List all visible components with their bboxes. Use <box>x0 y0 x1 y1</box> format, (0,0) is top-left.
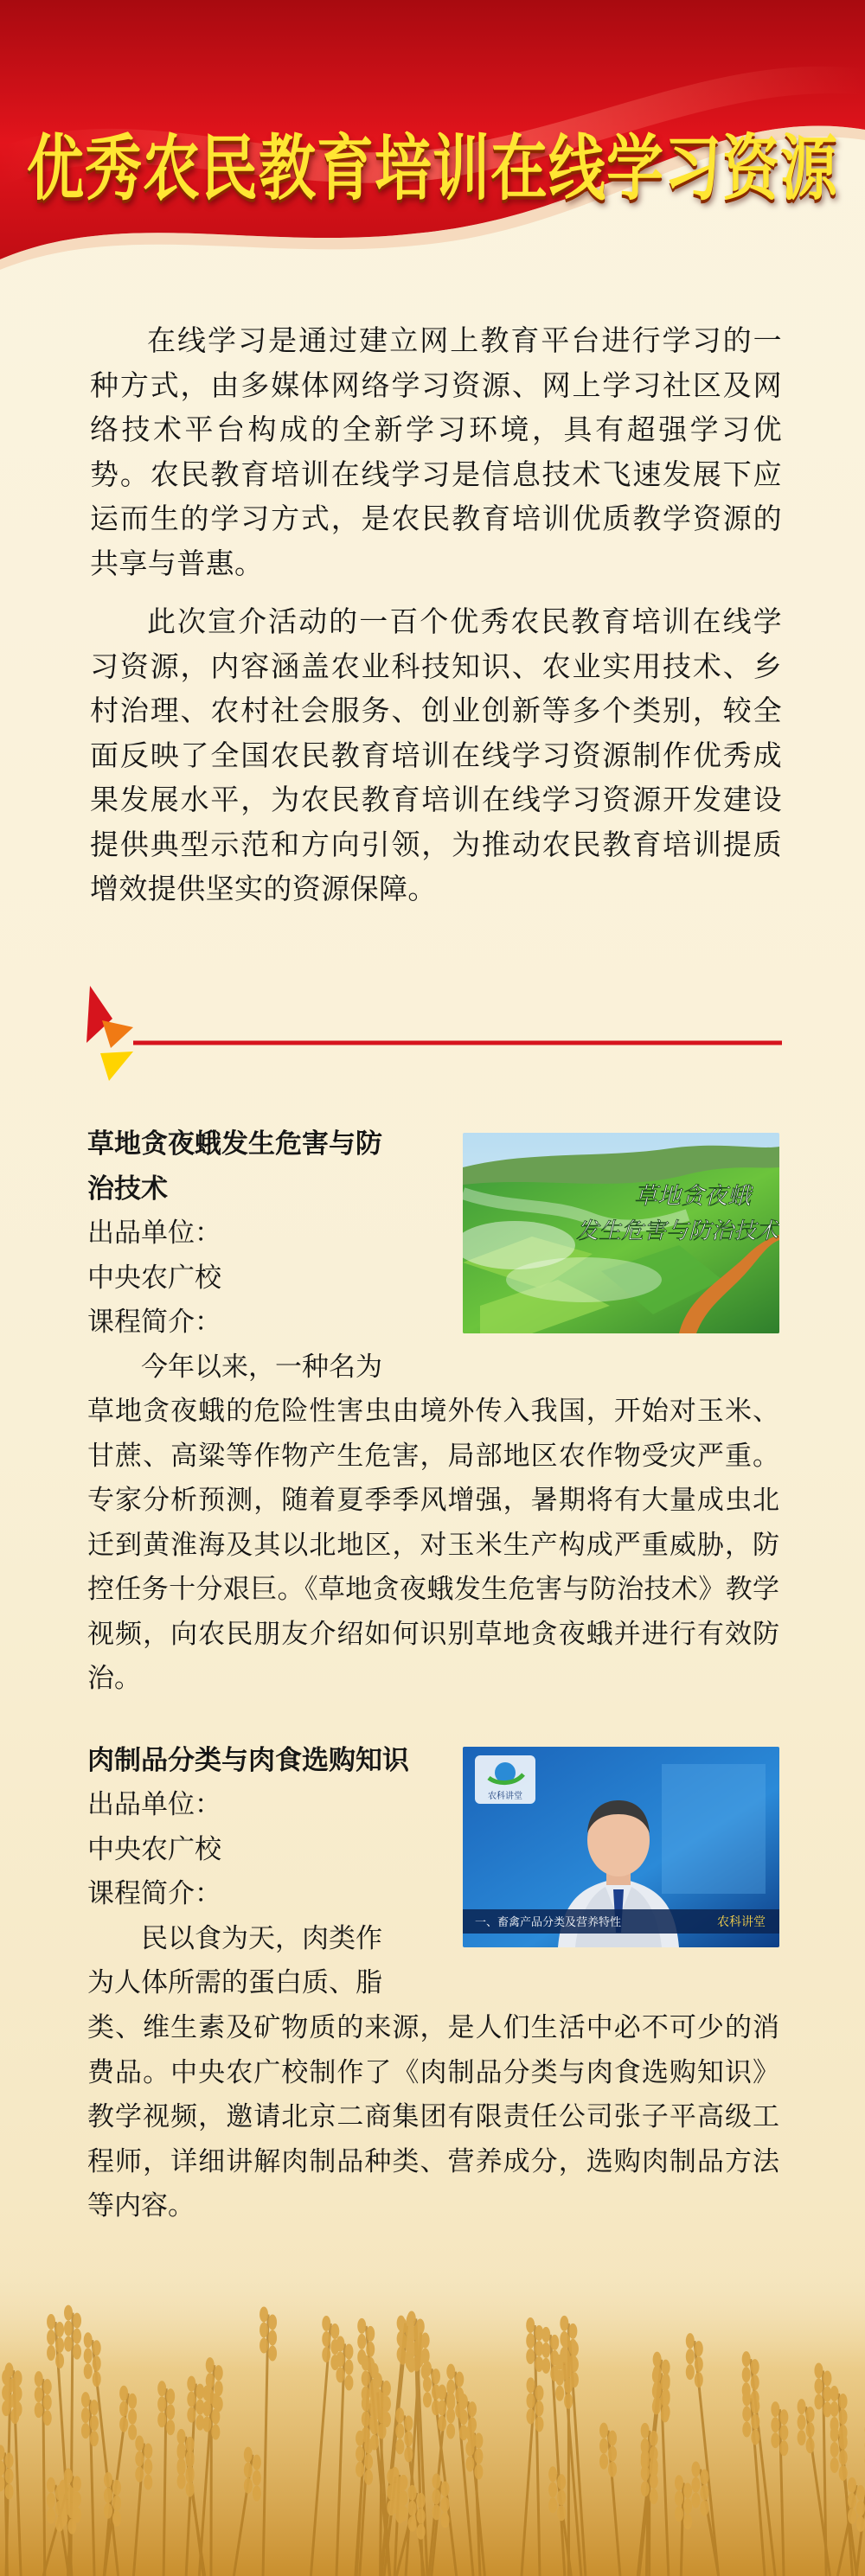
wheat-field-decoration <box>0 2257 865 2576</box>
intro-paragraph: 此次宣介活动的一百个优秀农民教育培训在线学习资源，内容涵盖农业科技知识、农业实用技术、乡村治理、农村社会服务、创业创新等多个类别，较全面反映了全国农民教育培训在线学习资源制作优秀成果发展水平，为农民教育培训在线学习资源开发建设提供典型示范和方向引领，为推动农民教育培训提质增效提供坚实的资源保障。 <box>90 604 782 905</box>
thumb-brand: 农科讲堂 <box>717 1915 766 1929</box>
course-title <box>87 1738 409 1783</box>
farm-landscape-image <box>463 1133 779 1333</box>
thumb-title-line2: 发生危害与防治技术 <box>575 1218 779 1244</box>
course-description: 类、维生素及矿物质的来源，是人们生活中必不可少的消费品。中央农广校制作了《肉制品分类与肉食选购知识》教学视频，邀请北京二商集团有限责任公司张子平高级工程师，详细讲解肉制品种类、营养成分，选购肉制品方法等内容。 <box>87 2012 779 2221</box>
lecturer-video-image <box>463 1747 779 1947</box>
course-title-line: 肉制品分类与肉食选购知识 <box>87 1745 409 1776</box>
page-title: 优秀农民教育培训在线学习资源 <box>27 126 838 211</box>
course-title-line: 治技术 <box>87 1173 168 1205</box>
intro-label: 课程简介： <box>87 1878 221 1909</box>
course-video-thumbnail[interactable] <box>463 1133 779 1333</box>
course-desc-line: 今年以来，一种名为 <box>141 1351 382 1383</box>
course-description: 草地贪夜蛾的危险性害虫由境外传入我国，开始对玉米、甘蔗、高粱等作物产生危害，局部地区农作物受灾严重。专家分析预测，随着夏季季风增强，暑期将有大量成虫北迁到黄淮海及其以北地区，对玉米生产构成严重威胁，防控任务十分艰巨。《草地贪夜蛾发生危害与防治技术》教学视频，向农民朋友介绍如何识别草地贪夜蛾并进行有效防治。 <box>87 1396 779 1694</box>
course-title-line: 草地贪夜蛾发生危害与防 <box>87 1128 382 1160</box>
intro-paragraph: 在线学习是通过建立网上教育平台进行学习的一种方式，由多媒体网络学习资源、网上学习社区及网络技术平台构成的全新学习环境，具有超强学习优势。农民教育培训在线学习是信息技术飞速发展下应运而生的学习方式，是农民教育培训优质教学资源的共享与普惠。 <box>90 323 782 580</box>
course-video-thumbnail[interactable] <box>463 1747 779 1947</box>
yellow-arrow-icon <box>100 1051 133 1081</box>
producer-label: 出品单位： <box>87 1218 221 1249</box>
course-desc-line: 为人体所需的蛋白质、脂 <box>87 1967 382 1998</box>
thumb-logo-text: 农科讲堂 <box>488 1792 522 1801</box>
producer-label: 出品单位： <box>87 1789 221 1820</box>
thumb-title-line1: 草地贪夜蛾 <box>634 1183 751 1210</box>
intro-section <box>90 318 782 925</box>
course-desc-line: 民以食为天，肉类作 <box>141 1922 382 1954</box>
intro-label: 课程简介： <box>87 1307 221 1338</box>
course-meta <box>87 1783 451 2006</box>
orange-arrow-icon <box>102 1020 133 1048</box>
thumb-caption: 一、畜禽产品分类及营养特性 <box>475 1916 622 1929</box>
producer-name: 中央农广校 <box>87 1833 221 1865</box>
section-divider <box>83 986 784 1081</box>
producer-name: 中央农广校 <box>87 1262 221 1294</box>
course-title <box>87 1122 382 1211</box>
course-meta <box>87 1211 451 1390</box>
